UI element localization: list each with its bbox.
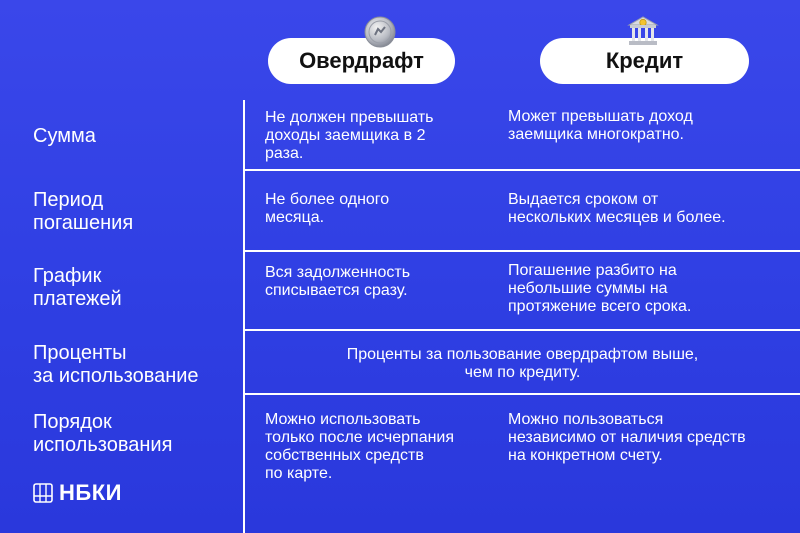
overdraft-usage-cell: Можно использовать только после исчерпания собственных средств по карте. xyxy=(265,411,455,482)
row-label-usage-order: Порядок использования xyxy=(33,411,173,456)
row-divider xyxy=(245,393,800,395)
credit-sum-cell: Может превышать доход заемщика многократно. xyxy=(508,108,693,143)
row-divider xyxy=(245,250,800,252)
row-divider xyxy=(245,169,800,171)
row-label-payment-schedule: График платежей xyxy=(33,265,122,310)
overdraft-sum-cell: Не должен превышать доходы заемщика в 2 раза. xyxy=(265,109,434,162)
row-label-repayment-period: Период погашения xyxy=(33,189,134,234)
credit-usage-cell: Можно пользоваться независимо от наличия средств на конкретном счету. xyxy=(508,411,746,464)
credit-header-label: Кредит xyxy=(605,48,684,73)
overdraft-header-label: Овердрафт xyxy=(299,48,424,73)
row-label-sum: Сумма xyxy=(33,125,96,147)
bank-icon xyxy=(626,14,660,48)
table-vertical-divider xyxy=(243,100,245,533)
credit-schedule-cell: Погашение разбито на небольшие суммы на протяжение всего срока. xyxy=(508,262,692,315)
overdraft-period-cell: Не более одного месяца. xyxy=(265,191,390,226)
coin-icon xyxy=(364,16,396,48)
overdraft-schedule-cell: Вся задолженность списывается сразу. xyxy=(265,264,411,299)
nbki-logo-icon xyxy=(33,483,53,503)
logo-text: НБКИ xyxy=(59,480,122,505)
credit-period-cell: Выдается сроком от нескольких месяцев и более. xyxy=(508,191,726,226)
interest-combined-cell: Проценты за пользование овердрафтом выше, чем по кредиту. xyxy=(346,346,699,381)
row-divider xyxy=(245,329,800,331)
overdraft-header xyxy=(268,38,455,84)
row-label-interest: Проценты за использование xyxy=(33,342,199,387)
nbki-logo xyxy=(33,480,122,506)
